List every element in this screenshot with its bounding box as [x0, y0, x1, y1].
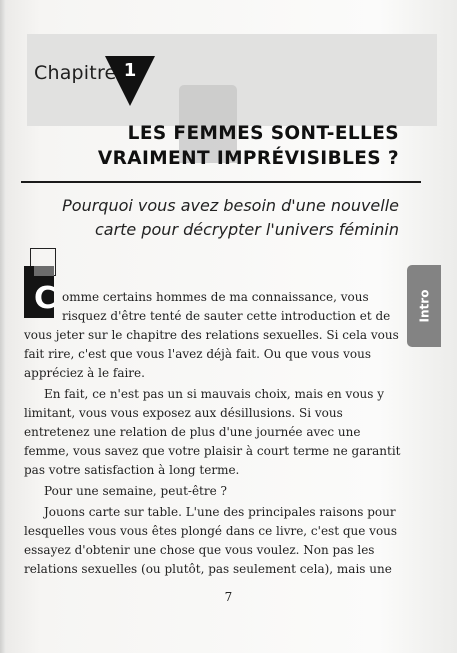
body-line: vous jeter sur le chapitre des relations sexuelles. Si cela vous — [24, 328, 399, 342]
body-line: En fait, ce n'est pas un si mauvais choix, mais en vous y — [44, 387, 385, 401]
chapter-title — [98, 121, 399, 171]
body-line: fait rire, c'est que vous l'avez déjà fait. Ou que vous vous — [24, 347, 372, 361]
body-line: entretenez une relation de plus d'une journée avec une — [24, 425, 361, 439]
body-line: Pour une semaine, peut-être ? — [44, 484, 227, 498]
chapter-title-line: VRAIMENT IMPRÉVISIBLES ? — [97, 148, 399, 169]
body-line: limitant, vous vous exposez aux désillusions. Si vous — [24, 406, 343, 420]
page-gutter-shadow — [0, 0, 6, 653]
chapter-label: Chapitre — [34, 62, 117, 84]
body-line: lesquelles vous vous êtes plongé dans ce livre, c'est que vous — [24, 524, 398, 538]
title-divider — [21, 181, 421, 183]
body-line: relations sexuelles (ou plutôt, pas seulement cela), mais une — [24, 562, 392, 576]
drop-cap-letter: C — [34, 281, 57, 316]
body-line: risquez d'être tenté de sauter cette introduction et de — [62, 309, 391, 323]
body-line: essayez d'obtenir une chose que vous voulez. Non pas les — [24, 543, 375, 557]
drop-cap-stripe — [34, 266, 54, 276]
chapter-subtitle-line: Pourquoi vous avez besoin d'une nouvelle — [62, 196, 399, 215]
chapter-number: 1 — [123, 60, 137, 81]
chapter-subtitle — [62, 194, 399, 242]
chapter-title-line: LES FEMMES SONT-ELLES — [127, 123, 399, 144]
intro-tab-label-wrap — [407, 265, 441, 347]
body-line: femme, vous savez que votre plaisir à court terme ne garantit — [24, 444, 401, 458]
chapter-subtitle-line: carte pour décrypter l'univers féminin — [94, 220, 399, 239]
body-line: omme certains hommes de ma connaissance, vous — [62, 290, 369, 304]
body-line: pas votre satisfaction à long terme. — [24, 463, 240, 477]
body-line: Jouons carte sur table. L'une des principales raisons pour — [44, 505, 396, 519]
page-number: 7 — [224, 590, 233, 604]
intro-tab-label: Intro — [417, 289, 431, 323]
body-line: appréciez à le faire. — [24, 366, 145, 380]
